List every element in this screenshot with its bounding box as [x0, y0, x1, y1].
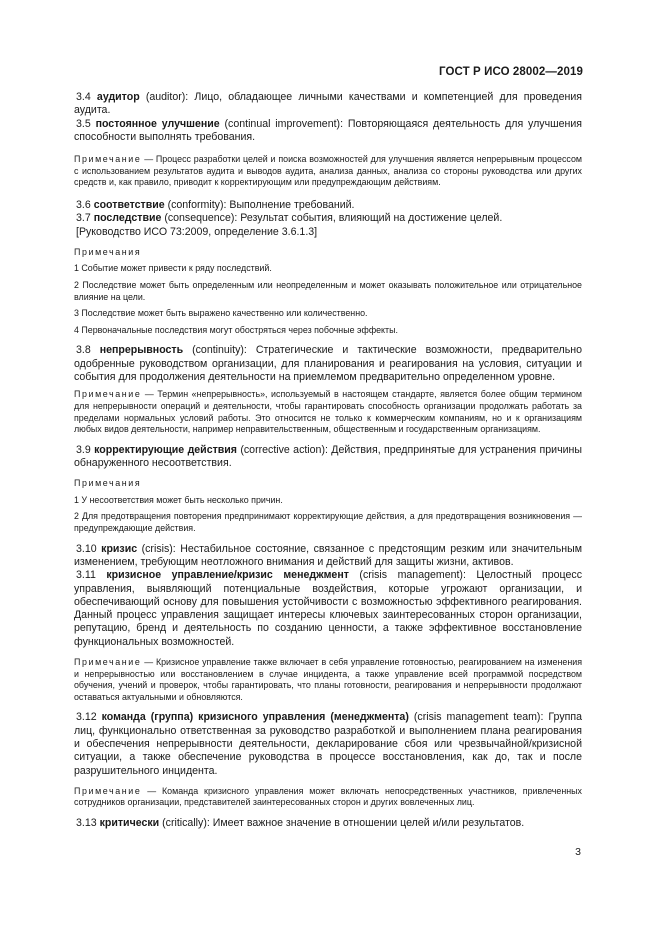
note-3-5: Примечание — Процесс разработки целей и поиска возможностей для улучшения является непрерывным процессом с использованием результатов аудита и выводов аудита, анализа данных, анализа со стороны руководства или других средств и, как правило, приводит к корректирующим или предупреждающим действиям. [74, 154, 582, 188]
entry-3-8: 3.8 непрерывность (continuity): Стратегические и тактические возможности, предварительно одобренные руководством организации, для планирования и реагирования на условия, ситуации и события для продолжения деятельности на приемлемом предварительно определенном уровне. [74, 344, 582, 384]
entry-3-9: 3.9 корректирующие действия (corrective action): Действия, предпринятые для устранения причины обнаруженного несоответствия. [74, 443, 582, 469]
entry-3-5: 3.5 постоянное улучшение (continual improvement): Повторяющаяся деятельность для улучшения способности выполнять требования. [74, 117, 582, 143]
entry-3-7-reference: [Руководство ИСО 73:2009, определение 3.6.1.3] [76, 225, 318, 238]
note-3-8: Примечание — Термин «непрерывность», используемый в настоящем стандарте, является более общим термином для непрерывности операций и деятельности, чтобы гарантировать способность организации продолжать работать за пределами нормальных условий работы. Это относится не только к коммерческим компаниям, но и к организациям любых видов деятельности, например неправительственным, общественным и государственным организациям. [74, 389, 582, 435]
document-header: ГОСТ Р ИСО 28002—2019 [438, 66, 583, 78]
entry-3-10: 3.10 кризис (crisis): Нестабильное состояние, связанное с предстоящим резким или значительным изменением, требующим неотложного внимания и действий для защиты жизни, активов. [74, 542, 582, 568]
note-3-11: Примечание — Кризисное управление также включает в себя управление готовностью, реагированием на изменения и непрерывностью или восстановлением в случае инцидента, а также управление всей программой посредством обучения, учений и проверок, чтобы гарантировать, что планы готовности, реагирования и непрерывности продолжают оставаться актуальными и обновляются. [74, 657, 582, 702]
note-3-7-4: 4 Первоначальные последствия могут обостряться через побочные эффекты. [74, 324, 398, 335]
term: постоянное улучшение [95, 117, 220, 130]
note-3-9-1: 1 У несоответствия может быть несколько причин. [74, 494, 283, 505]
term: непрерывность [99, 344, 184, 357]
notes-heading-3-9: Примечания [74, 478, 142, 489]
term: кризисное управление/кризис менеджмент [106, 569, 349, 582]
term: команда (группа) кризисного управления (менеджмента) [101, 711, 409, 724]
note-3-12: Примечание — Команда кризисного управления может включать непосредственных участников, привлеченных сотрудников организации, представителей заинтересованных сторон и других вовлеченных лиц. [74, 785, 582, 808]
note-3-9-2: 2 Для предотвращения повторения предпринимают корректирующие действия, а для предотвращения возникновения — предупреждающие действия. [74, 511, 582, 534]
entry-3-11: 3.11 кризисное управление/кризис менеджмент (crisis management): Целостный процесс управления, выявляющий потенциальные воздействия, которые угрожают организации, и обеспечивающий основу для повышения устойчивости с возможностью эффективного реагирования. Данный процесс управления защищает интересы ключевых заинтересованных сторон организации, репутацию, бренд и деятельность по созданию ценности, а также эффективное восстановление функциональных возможностей. [74, 569, 582, 648]
notes-heading-3-7: Примечания [74, 246, 142, 257]
term: кризис [101, 542, 138, 555]
term: последствие [93, 212, 162, 225]
term: критически [99, 817, 160, 830]
term: аудитор [96, 91, 140, 103]
entry-3-4: 3.4 аудитор (auditor): Лицо, обладающее личными качествами и компетенцией для проведения аудита. [74, 91, 582, 117]
term: корректирующие действия [94, 443, 237, 456]
note-3-7-2: 2 Последствие может быть определенным или неопределенным и может оказывать положительное или отрицательное влияние на цели. [74, 280, 582, 302]
entry-3-6: 3.6 соответствие (conformity): Выполнение требований. [76, 198, 355, 211]
entry-3-12: 3.12 команда (группа) кризисного управления (менеджмента) (crisis management team): Группа лиц, функционально ответственная за руководство разработкой и выполнением плана реагирования и обеспечения непрерывности деятельности, декларирование сбоя или чрезвычайной/кризисной ситуации, а также обеспечение руководства в процессе восстановления, как до, так и после разрушительного инцидента. [74, 711, 582, 777]
document-body [74, 91, 582, 830]
page-number: 3 [575, 846, 581, 858]
term: соответствие [93, 198, 165, 211]
note-3-7-3: 3 Последствие может быть выражено качественно или количественно. [74, 308, 368, 319]
entry-3-7: 3.7 последствие (consequence): Результат события, влияющий на достижение целей. [76, 212, 503, 225]
entry-3-13: 3.13 критически (critically): Имеет важное значение в отношении целей и/или результатов. [76, 817, 525, 830]
note-3-7-1: 1 Событие может привести к ряду последствий. [74, 263, 272, 274]
